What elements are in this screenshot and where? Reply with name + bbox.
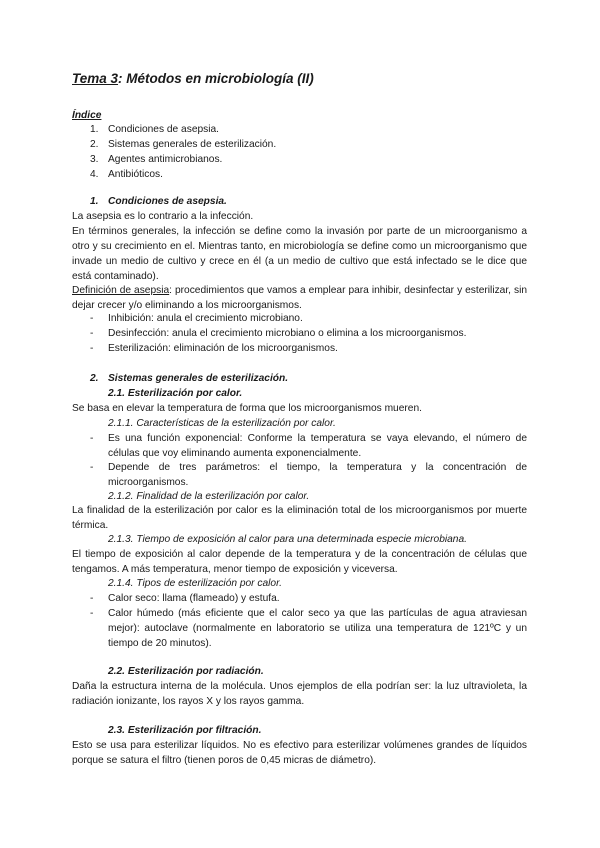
list-item: - Desinfección: anula el crecimiento microbiano o elimina a los microorganismos. bbox=[90, 328, 467, 339]
subsection-heading: 2.2. Esterilización por radiación. bbox=[108, 666, 264, 677]
document-title bbox=[72, 70, 314, 88]
definition-paragraph: Definición de asepsia: procedimientos que vamos a emplear para inhibir, desinfectar y esterilizar, sin dejar crecer y/o eliminando a los microorganismos. bbox=[72, 285, 528, 311]
list-item: - Inhibición: anula el crecimiento microbiano. bbox=[90, 313, 303, 324]
subsection-heading: 2.1.4. Tipos de esterilización por calor. bbox=[108, 578, 282, 589]
section-2-heading: 2. Sistemas generales de esterilización. bbox=[90, 373, 289, 384]
index-item: 2. Sistemas generales de esterilización. bbox=[90, 139, 277, 150]
list-item: - Depende de tres parámetros: el tiempo, la temperatura y la concentración de microorganismos. bbox=[90, 462, 527, 488]
list-item: - Calor seco: llama (flameado) y estufa. bbox=[90, 593, 280, 604]
index-list bbox=[90, 122, 276, 182]
list-item: - Esterilización: eliminación de los microorganismos. bbox=[90, 343, 338, 354]
subsection-heading: 2.1.3. Tiempo de exposición al calor para una determinada especie microbiana. bbox=[108, 534, 467, 545]
paragraph: Daña la estructura interna de la molécula. Unos ejemplos de ella podrían ser: la luz ultravioleta, la radiación ionizante, los rayos X y los rayos gamma. bbox=[72, 681, 527, 707]
paragraph: Esto se usa para esterilizar líquidos. No es efectivo para esterilizar volúmenes grandes de líquidos porque se satura el filtro (tienen poros de 0,45 micras de diámetro). bbox=[72, 740, 527, 766]
index-item: 3. Agentes antimicrobianos. bbox=[90, 154, 223, 165]
paragraph: La asepsia es lo contrario a la infección. bbox=[72, 211, 254, 222]
subsection-heading: 2.1.1. Características de la esterilización por calor. bbox=[108, 418, 336, 429]
section-1-heading: 1. Condiciones de asepsia. bbox=[90, 196, 227, 207]
index-heading: Índice bbox=[72, 110, 102, 121]
title-topic: Tema 3 bbox=[72, 71, 119, 86]
list-item: - Es una función exponencial: Conforme la temperatura se vaya elevando, el número de células que voy eliminando aumenta exponencialmente. bbox=[90, 433, 527, 459]
subsection-heading: 2.3. Esterilización por filtración. bbox=[108, 725, 262, 736]
subsection-heading: 2.1.2. Finalidad de la esterilización por calor. bbox=[108, 491, 310, 502]
subsection-heading: 2.1. Esterilización por calor. bbox=[108, 388, 243, 399]
paragraph: Se basa en elevar la temperatura de forma que los microorganismos mueren. bbox=[72, 403, 422, 414]
title-text: : Métodos en microbiología (II) bbox=[118, 71, 314, 86]
paragraph: En términos generales, la infección se define como la invasión por parte de un microorganismo a otro y su crecimiento en el. Mientras tanto, en microbiología se define como un microorganismo que invade un medio de cultivo y crece en él (a un medio de cultivo que está infectado se le dice que está contaminado). bbox=[72, 226, 527, 282]
index-item: 4. Antibióticos. bbox=[90, 169, 163, 180]
list-item: - Calor húmedo (más eficiente que el calor seco ya que las partículas de agua atraviesan mejor): autoclave (normalmente en laboratorio se utiliza una temperatura de 121ºC y un tiempo de 20 minutos). bbox=[90, 608, 527, 649]
index-item: 1. Condiciones de asepsia. bbox=[90, 124, 220, 135]
paragraph: El tiempo de exposición al calor depende de la temperatura y de la concentración de células que tengamos. A más temperatura, menor tiempo de exposición y viceversa. bbox=[72, 549, 527, 575]
definition-label: Definición de asepsia bbox=[72, 285, 170, 296]
paragraph: La finalidad de la esterilización por calor es la eliminación total de los microorganismos por muerte térmica. bbox=[72, 505, 527, 531]
